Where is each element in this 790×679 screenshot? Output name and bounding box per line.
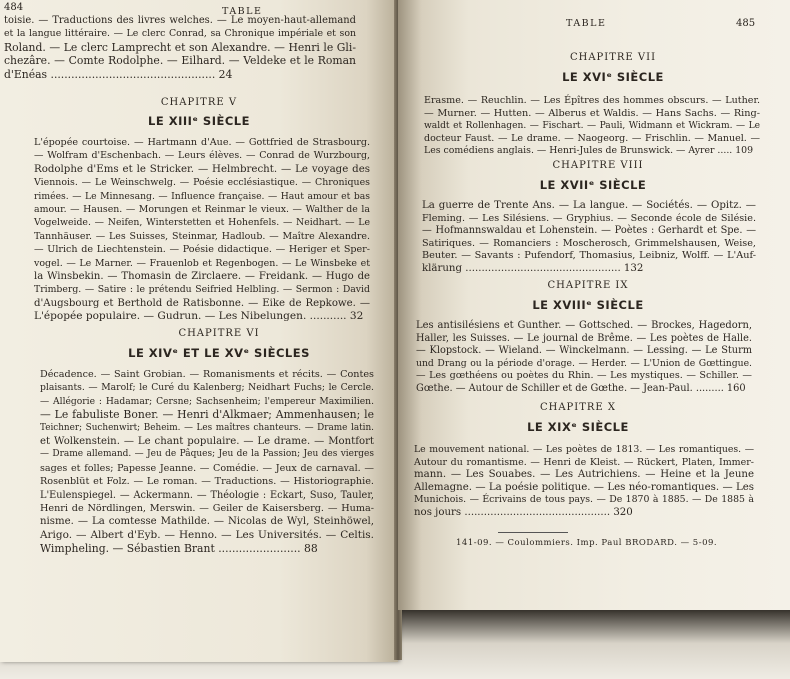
toc-line: mann. — Les Souabes. — Les Autrichiens. — Heine et la Jeune [414, 469, 754, 481]
toc-line: Munichois. — Écrivains de tous pays. — De 1870 à 1885. — De 1885 à [414, 494, 754, 506]
toc-line: nos jours ............................................. 320 [414, 506, 633, 518]
toc-line: docteur Faust. — Le drame. — Naogeorg. — Frischlin. — Manuel. — [424, 132, 760, 144]
toc-line: Autour du romantisme. — Henri de Kleist. — Rückert, Platen, Immer- [414, 456, 754, 468]
toc-line: — Drame allemand. — Jeu de Pâques; Jeu de la Passion; Jeu des vierges [40, 449, 374, 460]
toc-line: Vogelweide. — Neifen, Winterstetten et Hohenfels. — Neidhart. — Le [34, 217, 370, 229]
toc-line: et la langue littéraire. — Le clerc Conrad, sa Chronique impériale et son [4, 28, 356, 40]
toc-line: — Murner. — Hutten. — Alberus et Waldis. — Hans Sachs. — Ring- [424, 107, 760, 119]
toc-line: Le mouvement national. — Les poètes de 1813. — Les romantiques. — [414, 444, 754, 455]
toc-line: Beuter. — Savants : Pufendorf, Thomasius, Leibniz, Wolff. — L'Auf- [422, 250, 756, 262]
toc-line: rimées. — Le Minnesang. — Influence française. — Haut amour et bas [34, 190, 370, 202]
toc-line: Wimpheling. — Sébastien Brant ........................ 88 [40, 542, 318, 556]
toc-line: Gœthe. — Autour de Schiller et de Gœthe. — Jean-Paul. ......... 160 [416, 382, 746, 394]
toc-line: La guerre de Trente Ans. — La langue. — Sociétés. — Opitz. — [422, 200, 756, 211]
toc-line: d'Augsbourg et Berthold de Ratisbonne. — Eike de Repkowe. — [34, 297, 370, 309]
toc-line: Les antisilésiens et Gunther. — Gottsched. — Brockes, Hagedorn, [416, 320, 752, 331]
toc-line: L'épopée populaire. — Gudrun. — Les Nibelungen. ........... 32 [34, 310, 364, 323]
chapter-heading: CHAPITRE V [160, 97, 238, 108]
toc-line: L'Eulenspiegel. — Ackermann. — Théologie : Eckart, Suso, Tauler, [40, 489, 374, 501]
toc-line: Allemagne. — La poésie politique. — Les néo-romantiques. — Les [414, 481, 754, 493]
toc-line: waldt et Rollenhagen. — Fischart. — Pauli, Widmann et Wickram. — Le [424, 121, 760, 132]
toc-line: Teichner; Suchenwirt; Beheim. — Les maîtres chanteurs. — Drame latin. [40, 422, 374, 433]
chapter-v-entries [34, 136, 370, 324]
toc-line: — Le fabuliste Boner. — Henri d'Alkmaer; Ammenhausen; le [40, 408, 374, 422]
toc-line: Haller, les Suisses. — Le journal de Brême. — Les poètes de Halle. [416, 332, 752, 344]
toc-line: Tannhäuser. — Les Suisses, Steinmar, Hadloub. — Maître Alexandre. [34, 230, 370, 242]
chapter-heading: CHAPITRE VII [569, 52, 657, 63]
chapter-title: LE XVIᵉ SIÈCLE [562, 70, 664, 84]
toc-line: Décadence. — Saint Grobian. — Romanisments et récits. — Contes [40, 369, 374, 380]
chapter-title: LE XVIIIᵉ SIÈCLE [532, 298, 644, 312]
toc-line: Erasme. — Reuchlin. — Les Épîtres des hommes obscurs. — Luther. [424, 95, 760, 106]
toc-line: — Les gœthéens ou poètes du Rhin. — Les mystiques. — Schiller. — [416, 370, 752, 382]
toc-line: Arigo. — Albert d'Eyb. — Henno. — Les Universités. — Celtis. [40, 528, 374, 541]
right-page [398, 0, 790, 610]
chapter-x-entries [414, 444, 754, 520]
chapter-vi-entries [40, 368, 374, 556]
chapter-title: LE XIXᵉ SIÈCLE [527, 420, 629, 434]
toc-line: et Wolkenstein. — Le chant populaire. — Le drame. — Montfort [40, 436, 374, 448]
toc-line: L'épopée courtoise. — Hartmann d'Aue. — Gottfried de Strasbourg. [34, 137, 370, 148]
intro-entry [4, 14, 356, 81]
toc-line: sages et folles; Papesse Jeanne. — Comédie. — Jeux de carnaval. — [40, 462, 374, 474]
toc-line: vogel. — Le Marner. — Frauenlob et Regenbogen. — Le Winsbeke et [34, 257, 370, 269]
toc-line: d'Enéas ................................................ 24 [4, 67, 233, 81]
running-head: TABLE [566, 18, 607, 29]
chapter-title: LE XIVᵉ ET LE XVᵉ SIÈCLES [128, 346, 310, 360]
toc-line: chezâre. — Comte Rodolphe. — Eilhard. — Veldeke et le Roman [4, 54, 356, 68]
chapter-title: LE XVIIᵉ SIÈCLE [539, 178, 647, 192]
toc-line: — Ulrich de Liechtenstein. — Poésie didactique. — Heriger et Sper- [34, 244, 370, 256]
toc-line: nisme. — La comtesse Mathilde. — Nicolas de Wyl, Steinhöwel, [40, 516, 374, 528]
chapter-heading: CHAPITRE VI [178, 328, 260, 339]
toc-line: — Allégorie : Hadamar; Cersne; Sachsenheim; l'empereur Maximilien. [40, 395, 374, 407]
toc-line: Viennois. — Le Weinschwelg. — Poésie ecclésiastique. — Chroniques [34, 177, 370, 189]
chapter-heading: CHAPITRE X [539, 402, 617, 413]
toc-line: plaisants. — Marolf; le Curé du Kalenberg; Neidhart Fuchs; le Cercle. [40, 382, 374, 394]
chapter-vii-entries [424, 95, 760, 158]
toc-line: und Drang ou la période d'orage. — Herder. — L'Union de Gœttingue. [416, 357, 752, 369]
chapter-heading: CHAPITRE VIII [552, 160, 644, 171]
chapter-ix-entries [416, 320, 752, 396]
toc-line: — Hofmannswaldau et Lohenstein. — Poètes : Gerhardt et Spe. — [422, 225, 756, 237]
toc-line: Les comédiens anglais. — Henri-Jules de Brunswick. — Ayrer ..... 109 [424, 145, 754, 157]
toc-line: — Wolfram d'Eschenbach. — Leurs élèves. — Conrad de Wurzbourg, [34, 150, 370, 162]
toc-line: Trimberg. — Satire : le prétendu Seifried Helbling. — Sermon : David [34, 284, 370, 296]
toc-line: klärung ................................................ 132 [422, 262, 644, 274]
toc-line: Fleming. — Les Silésiens. — Gryphius. — Seconde école de Silésie. [422, 212, 756, 224]
imprint-rule [498, 532, 568, 533]
toc-line: Rodolphe d'Ems et le Stricker. — Helmbrecht. — Le voyage des [34, 163, 370, 175]
page-number: 485 [736, 18, 756, 29]
toc-line: — Klopstock. — Wieland. — Winckelmann. — Lessing. — Le Sturm [416, 345, 752, 357]
toc-line: Henri de Nördlingen, Merswin. — Geiler de Kaisersberg. — Huma- [40, 503, 374, 515]
toc-line: amour. — Hausen. — Morungen et Reinmar le vieux. — Walther de la [34, 204, 370, 216]
toc-line: la Winsbekin. — Thomasin de Zirclaere. — Freidank. — Hugo de [34, 271, 370, 283]
printer-imprint: 141-09. — Coulommiers. Imp. Paul BRODARD. — 5-09. [456, 538, 718, 548]
chapter-viii-entries [422, 200, 756, 276]
chapter-title: LE XIIIᵉ SIÈCLE [148, 114, 250, 128]
toc-line: Satiriques. — Romanciers : Moscherosch, Grimmelshausen, Weise, [422, 237, 756, 249]
chapter-heading: CHAPITRE IX [547, 280, 629, 291]
page-number: 484 [4, 2, 24, 13]
toc-line: Roland. — Le clerc Lamprecht et son Alexandre. — Henri le Gli- [4, 40, 356, 54]
toc-line: Rosenblüt et Folz. — Le roman. — Traductions. — Historiographie. [40, 476, 374, 488]
running-head: TABLE [222, 6, 263, 17]
left-page [0, 0, 398, 662]
toc-line: toisie. — Traductions des livres welches. — Le moyen-haut-allemand [4, 15, 356, 26]
